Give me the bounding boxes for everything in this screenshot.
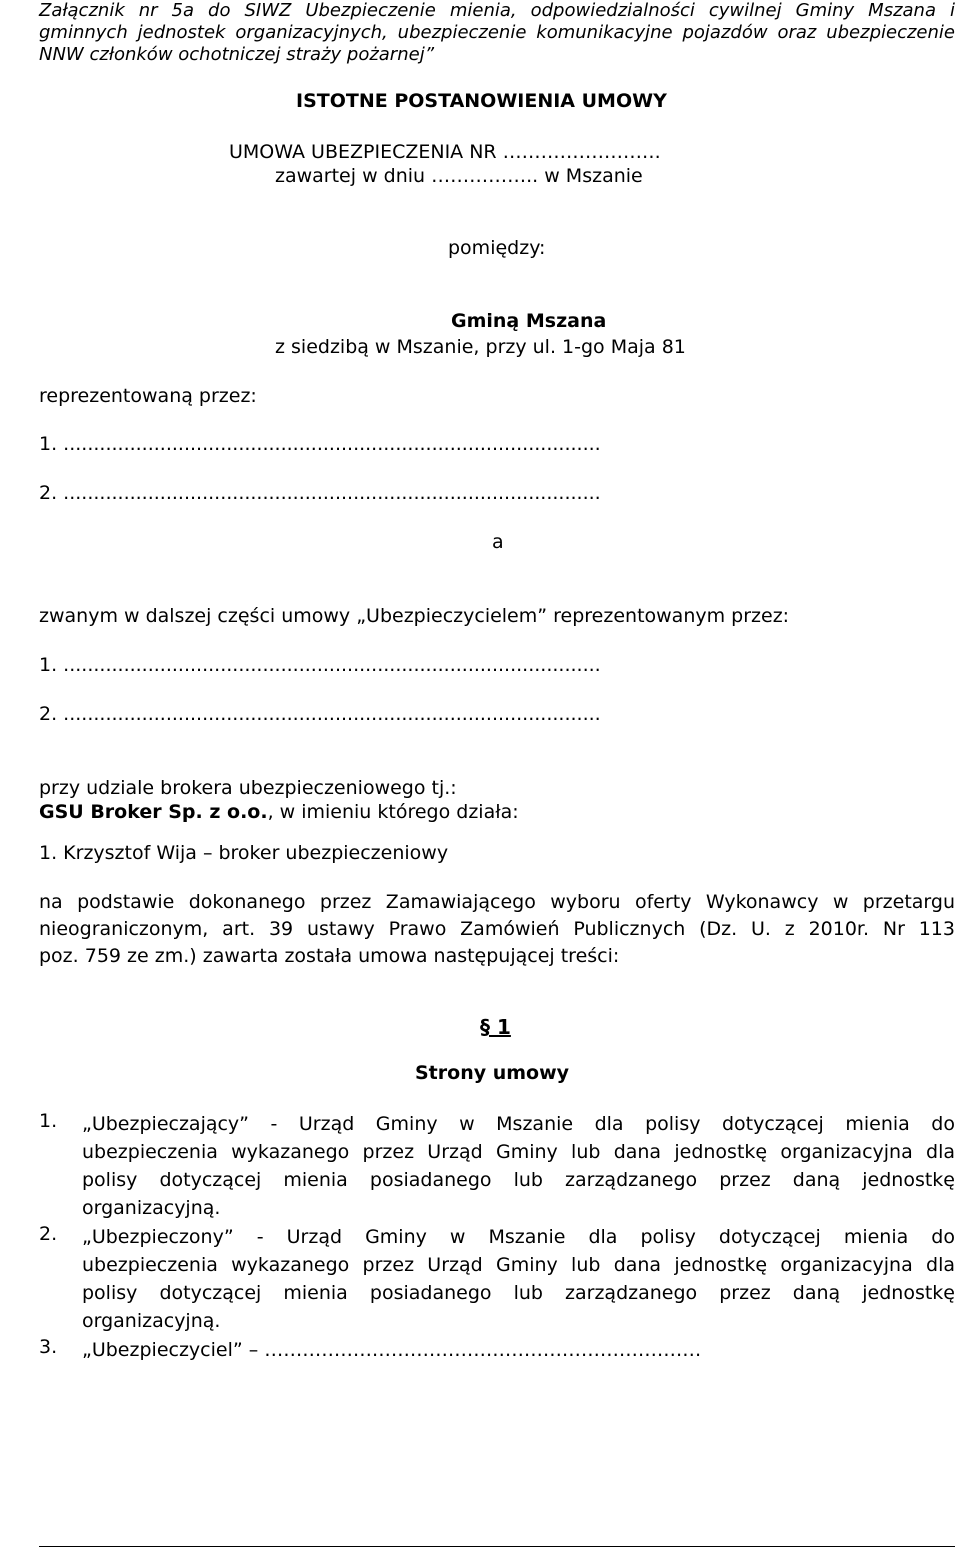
- broker-line: [39, 801, 519, 823]
- section-symbol: § 1: [480, 1015, 511, 1039]
- contract-number: UMOWA UBEZPIECZENIA NR …………………….: [229, 141, 661, 163]
- header-line-1: Załącznik nr 5a do SIWZ Ubezpieczenie mienia, odpowiedzialności cywilnej Gminy Mszana i: [39, 0, 955, 21]
- item-2-line-1: „Ubezpieczony” - Urząd Gminy w Mszanie dla polisy dotyczącej mienia do: [82, 1226, 955, 1248]
- party2-rep-1: 1. .........................................................................................: [39, 654, 601, 676]
- party2-intro: zwanym w dalszej części umowy „Ubezpieczycielem” reprezentowanym przez:: [39, 605, 790, 627]
- section-title: Strony umowy: [415, 1062, 570, 1084]
- item-1-line-4: organizacyjną.: [82, 1197, 221, 1219]
- item-1-body: [82, 1110, 955, 1222]
- and-separator: a: [492, 531, 504, 553]
- party1-name: Gminą Mszana: [451, 310, 607, 332]
- item-2-line-2: ubezpieczenia wykazanego przez Urząd Gminy lub dana jednostkę organizacyjna dla: [82, 1254, 955, 1276]
- item-2-line-4: organizacyjną.: [82, 1310, 221, 1332]
- party1-represented-by: reprezentowaną przez:: [39, 385, 257, 407]
- broker-name: GSU Broker Sp. z o.o.: [39, 801, 268, 823]
- party2-rep-2: 2. .........................................................................................: [39, 703, 601, 725]
- item-1-line-1: „Ubezpieczający” - Urząd Gminy w Mszanie dla polisy dotyczącej mienia do: [82, 1113, 955, 1135]
- page-title: ISTOTNE POSTANOWIENIA UMOWY: [296, 90, 667, 112]
- item-2-line-3: polisy dotyczącej mienia posiadanego lub zarządzanego przez daną jednostkę: [82, 1282, 955, 1304]
- party1-rep-1: 1. .........................................................................................: [39, 433, 601, 455]
- broker-intro: przy udziale brokera ubezpieczeniowego tj.:: [39, 777, 457, 799]
- basis-line-3: poz. 759 ze zm.) zawarta została umowa następującej treści:: [39, 945, 620, 967]
- page-footer-divider: [39, 1546, 955, 1547]
- between-label: pomiędzy:: [448, 237, 546, 259]
- item-1-number: 1.: [39, 1110, 58, 1132]
- item-1-line-3: polisy dotyczącej mienia posiadanego lub zarządzanego przez daną jednostkę: [82, 1169, 955, 1191]
- item-3-body: [82, 1336, 955, 1364]
- item-3-line-1: „Ubezpieczyciel” – ……………………………………………………………: [82, 1339, 702, 1361]
- contract-date: zawartej w dniu …………….. w Mszanie: [275, 165, 643, 187]
- party1-rep-2: 2. .........................................................................................: [39, 482, 601, 504]
- basis-line-2: nieograniczonym, art. 39 ustawy Prawo Zamówień Publicznych (Dz. U. z 2010r. Nr 113: [39, 918, 955, 940]
- item-3-number: 3.: [39, 1336, 58, 1358]
- item-1-line-2: ubezpieczenia wykazanego przez Urząd Gminy lub dana jednostkę organizacyjna dla: [82, 1141, 955, 1163]
- attachment-header: [39, 0, 955, 66]
- item-2-number: 2.: [39, 1223, 58, 1245]
- broker-acting: , w imieniu którego działa:: [267, 801, 519, 823]
- basis-paragraph: [39, 889, 955, 970]
- header-line-3: NNW członków ochotniczej straży pożarnej”: [39, 44, 435, 65]
- party1-address: z siedzibą w Mszanie, przy ul. 1-go Maja 81: [275, 336, 686, 358]
- basis-line-1: na podstawie dokonanego przez Zamawiającego wyboru oferty Wykonawcy w przetargu: [39, 891, 955, 913]
- item-2-body: [82, 1223, 955, 1335]
- broker-person: 1. Krzysztof Wija – broker ubezpieczeniowy: [39, 842, 449, 864]
- header-line-2: gminnych jednostek organizacyjnych, ubezpieczenie komunikacyjne pojazdów oraz ubezpieczenie: [39, 22, 955, 43]
